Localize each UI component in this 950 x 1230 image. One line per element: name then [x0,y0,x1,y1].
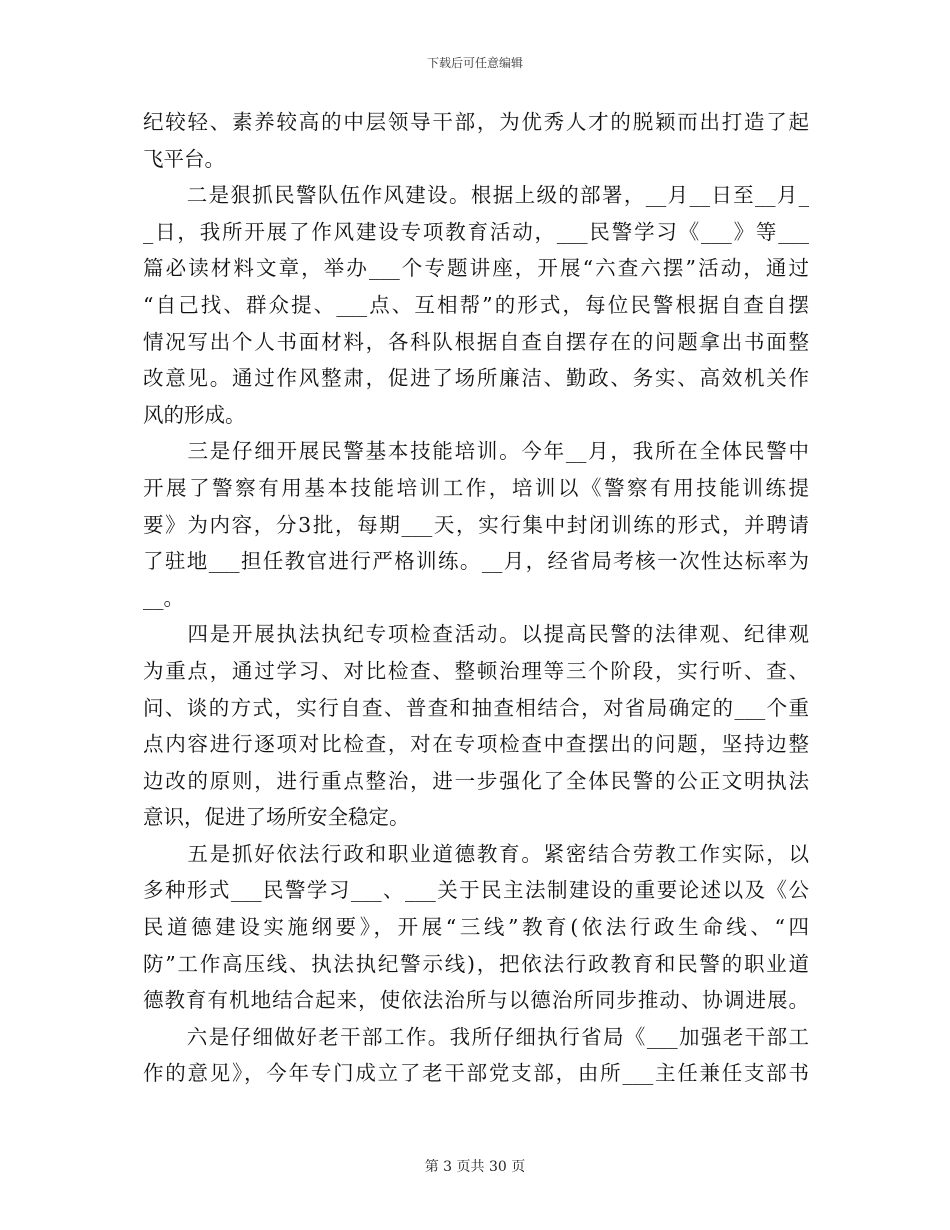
text-line: 改意见。通过作风整肃，促进了场所廉洁、勤政、务实、高效机关作 [143,366,809,391]
page-header: 下载后可任意编辑 [426,56,523,70]
text-line: 点内容进行逐项对比检查，对在专项检查中查摆出的问题，坚持边整 [143,732,809,757]
text-line: 二是狠抓民警队伍作风建设。根据上级的部署，__月__日至__月_ [143,183,809,208]
text-line: 情况写出个人书面材料，各科队根据自查自摆存在的问题拿出书面整 [143,329,809,354]
document-body [143,104,809,1092]
text-line: 边改的原则，进行重点整治，进一步强化了全体民警的公正文明执法 [143,768,809,793]
text-line: 意识，促进了场所安全稳定。 [143,805,410,830]
text-line: 开展了警察有用基本技能培训工作，培训以《警察有用技能训练提 [143,475,809,500]
text-line: _日，我所开展了作风建设专项教育活动，___民警学习《___》等___ [143,219,809,244]
page-number-footer: 第 3 页共 30 页 [424,1159,526,1175]
text-line: 作的意见》，今年专门成立了老干部党支部，由所___主任兼任支部书 [143,1061,809,1086]
text-line: 多种形式___民警学习___、___关于民主法制建设的重要论述以及《公 [143,878,809,903]
text-line: 风的形成。 [143,402,246,427]
text-line: 为重点，通过学习、对比检查、整顿治理等三个阶段，实行听、查、 [143,658,809,683]
text-line: 五是抓好依法行政和职业道德教育。紧密结合劳教工作实际，以 [143,841,809,866]
text-line: 三是仔细开展民警基本技能培训。今年__月，我所在全体民警中 [143,439,809,464]
text-line: 四是开展执法执纪专项检查活动。以提高民警的法律观、纪律观 [143,622,809,647]
text-line: 纪较轻、素养较高的中层领导干部，为优秀人才的脱颖而出打造了起 [143,110,809,134]
text-line: 六是仔细做好老干部工作。我所仔细执行省局《___加强老干部工 [143,1024,809,1049]
text-line: 德教育有机地结合起来，使依法治所与以德治所同步推动、协调进展。 [143,988,809,1013]
text-line: “自己找、群众提、___点、互相帮”的形式，每位民警根据自查自摆 [143,292,809,317]
text-line: __。 [143,585,184,610]
text-line: 民道德建设实施纲要》，开展“三线”教育(依法行政生命线、“四 [143,915,809,940]
text-line: 防”工作高压线、执法执纪警示线)，把依法行政教育和民警的职业道 [143,951,809,976]
text-line: 飞平台。 [143,146,225,171]
text-line: 问、谈的方式，实行自查、普查和抽查相结合，对省局确定的___个重 [143,695,809,720]
text-line: 了驻地___担任教官进行严格训练。__月，经省局考核一次性达标率为 [143,549,809,574]
text-line: 篇必读材料文章，举办___个专题讲座，开展“六查六摆”活动，通过 [143,256,809,281]
text-line: 要》为内容，分3批，每期___天，实行集中封闭训练的形式，并聘请 [143,512,809,537]
